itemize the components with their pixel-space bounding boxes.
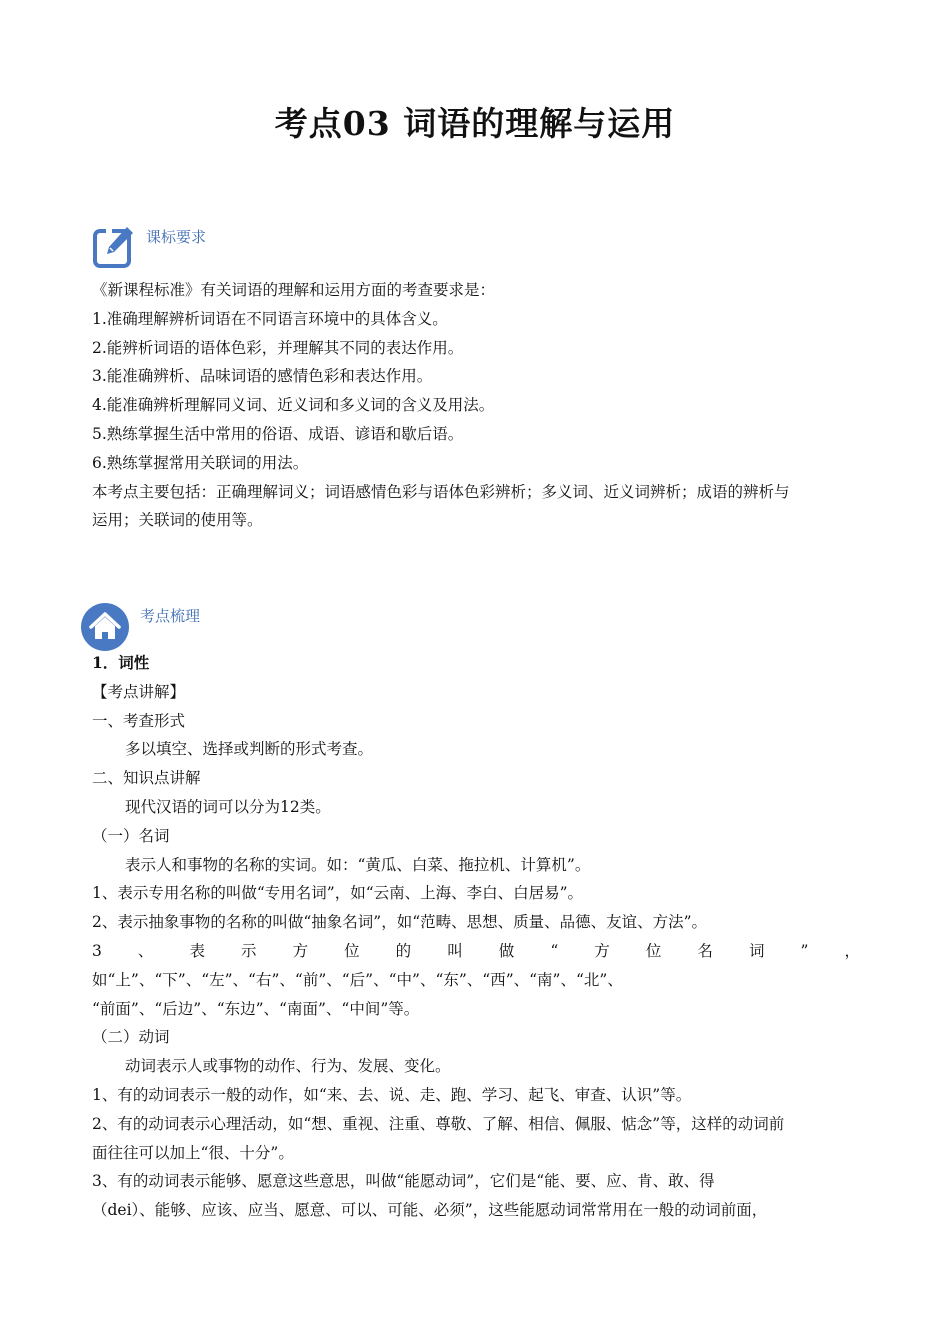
text-line: （一）名词 [92,826,170,845]
text-line: 2、表示抽象事物的名称的叫做“抽象名词”，如“范畴、思想、质量、品德、友谊、方法”。 [92,913,708,932]
knowledge-review [92,649,860,1225]
text-line: 2.能辨析词语的语体色彩，并理解其不同的表达作用。 [92,338,464,357]
text-line: 3.能准确辨析、品味词语的感情色彩和表达作用。 [92,367,433,386]
text-line: 6.熟练掌握常用关联词的用法。 [92,453,309,472]
text-line: 运用；关联词的使用等。 [92,511,263,530]
text-line: 1.准确理解辨析词语在不同语言环境中的具体含义。 [92,309,448,328]
text-line: 动词表示人或事物的动作、行为、发展、变化。 [125,1057,451,1076]
text-line: 如“上”、“下”、“左”、“右”、“前”、“后”、“中”、“东”、“西”、“南”、“北”、 [92,970,623,989]
text-line: 表示人和事物的名称的实词。如：“黄瓜、白菜、拖拉机、计算机”。 [125,855,591,874]
text-line: 二、知识点讲解 [92,769,201,788]
section-label-review: 考点梳理 [140,607,201,625]
section-label-curriculum: 课标要求 [146,228,207,246]
home-icon [80,602,130,652]
text-line: 现代汉语的词可以分为12类。 [125,797,331,816]
text-line: 多以填空、选择或判断的形式考查。 [125,740,374,759]
subheading: 【考点讲解】 [92,682,186,701]
text-line: 5.熟练掌握生活中常用的俗语、成语、谚语和歇后语。 [92,424,464,443]
text-line: 面往往可以加上“很、十分”。 [92,1143,294,1162]
text-line: 《新课程标准》有关词语的理解和运用方面的考查要求是： [92,281,496,299]
text-line: （二）动词 [92,1028,170,1047]
edit-note-icon [92,224,136,270]
text-line: 3、有的动词表示能够、愿意这些意思，叫做“能愿动词”，它们是“能、要、应、肯、敢、得 [92,1172,715,1191]
text-line: “前面”、“后边”、“东边”、“南面”、“中间”等。 [92,999,420,1018]
text-line: 本考点主要包括：正确理解词义；词语感情色彩与语体色彩辨析；多义词、近义词辨析；成语的辨析与 [92,482,790,501]
text-line: 1、表示专用名称的叫做“专用名词”，如“云南、上海、李白、白居易”。 [92,884,584,903]
text-line: 3、表示方位的叫做“方位名词”， [92,941,860,960]
text-line: 一、考查形式 [92,711,186,730]
text-line: （dei）、能够、应该、应当、愿意、可以、可能、必须”，这些能愿动词常常用在一般的动词前面， [92,1201,768,1220]
text-line: 4.能准确辨析理解同义词、近义词和多义词的含义及用法。 [92,396,495,415]
text-line: 2、有的动词表示心理活动，如“想、重视、注重、尊敬、了解、相信、佩服、惦念”等，这样的动词前 [92,1114,785,1133]
section-heading: 1．词性 [92,653,150,672]
text-line: 1、有的动词表示一般的动作，如“来、去、说、走、跑、学习、起飞、审查、认识”等。 [92,1085,692,1104]
page-title: 考点03 词语的理解与运用 [274,104,676,143]
curriculum-requirements [92,276,860,535]
